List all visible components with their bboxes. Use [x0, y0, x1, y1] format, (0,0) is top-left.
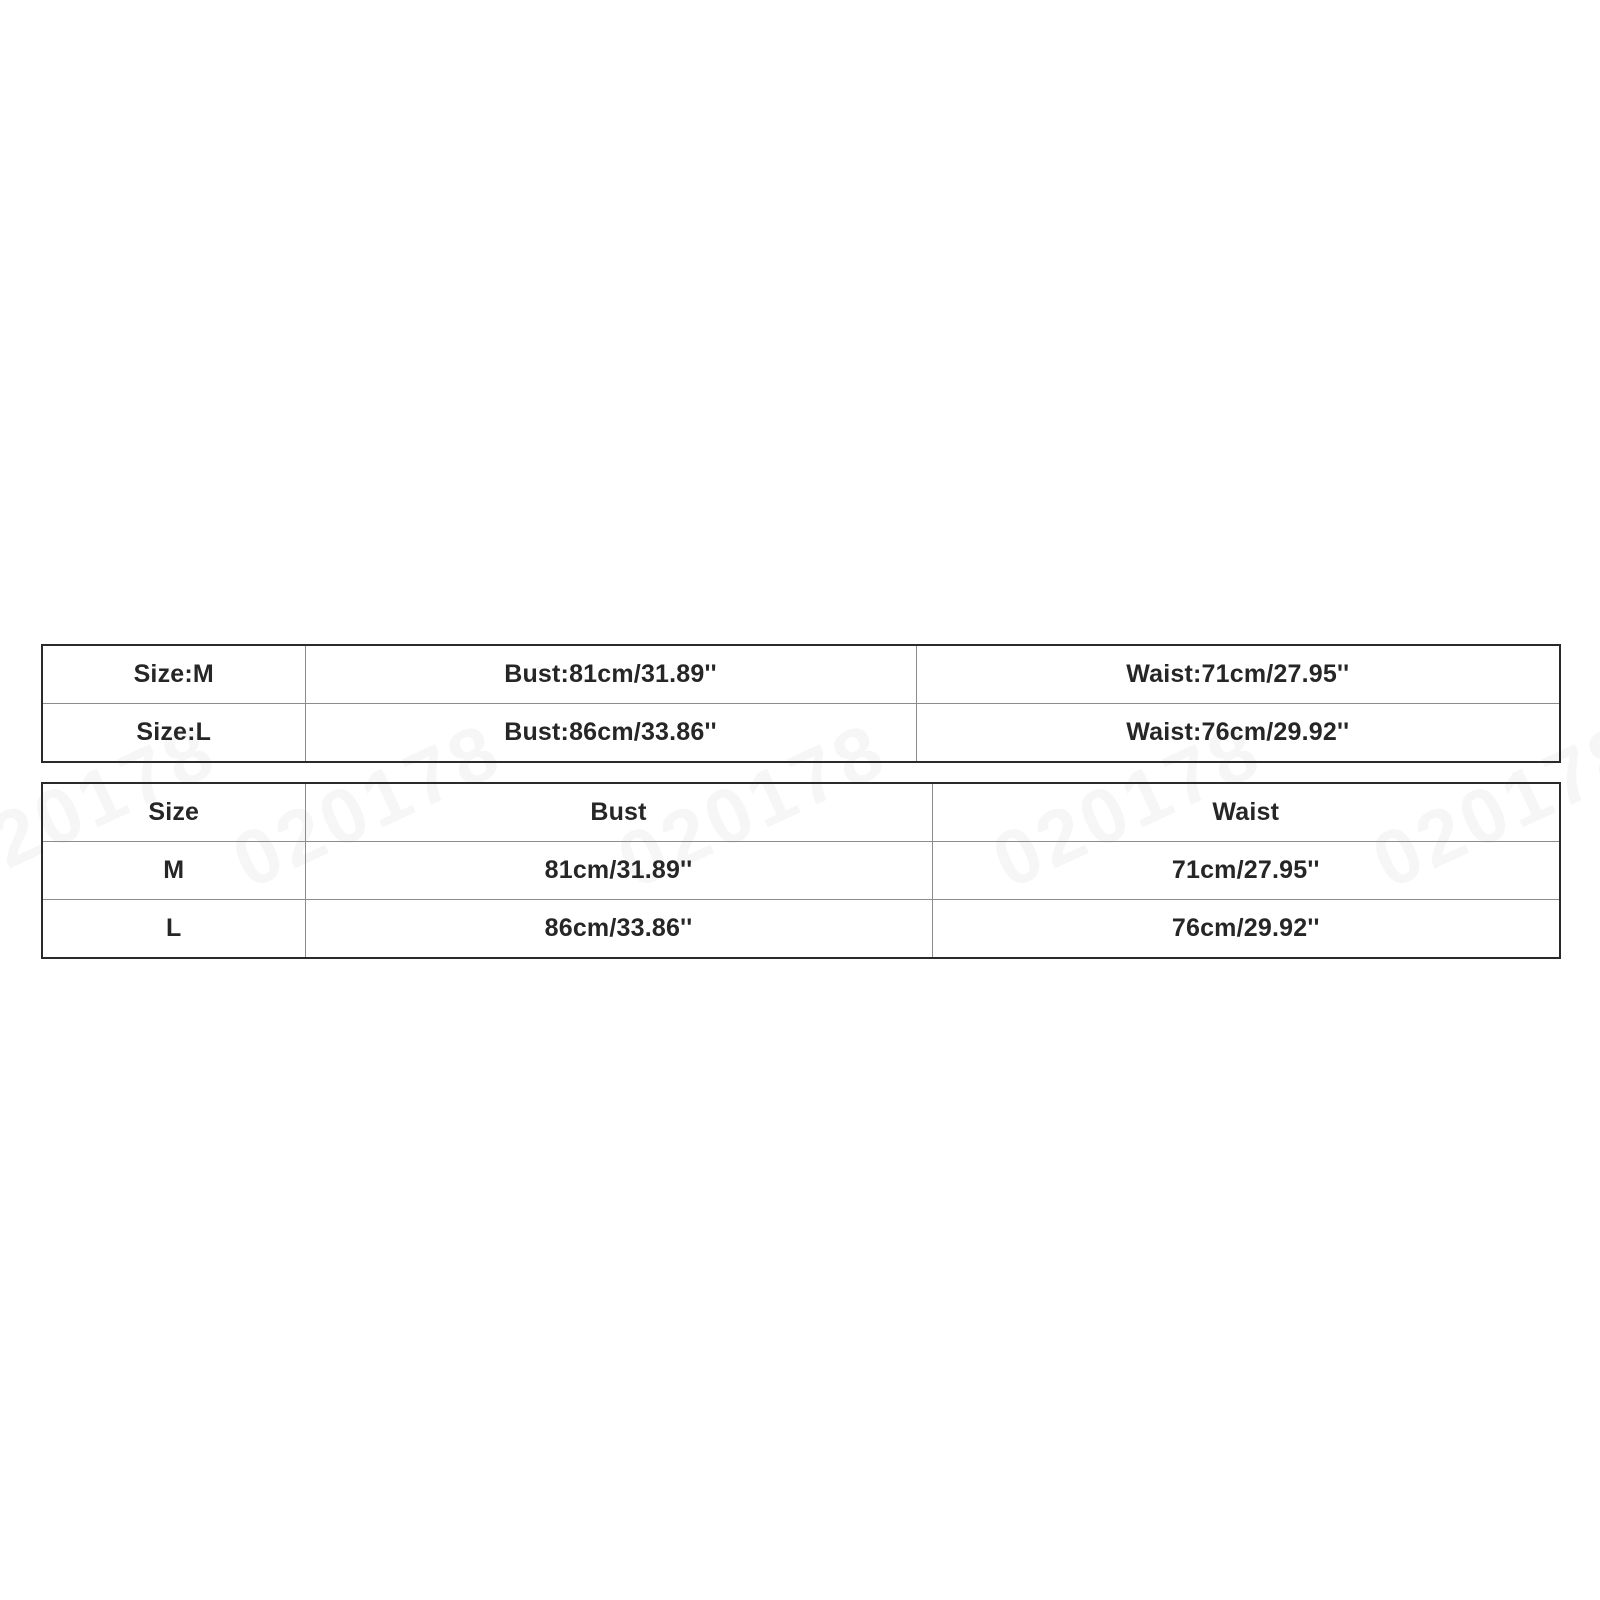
header-size: Size [42, 783, 305, 842]
waist-cell: Waist:71cm/27.95'' [916, 645, 1560, 704]
waist-cell: 76cm/29.92'' [932, 900, 1560, 959]
bust-cell: 86cm/33.86'' [305, 900, 932, 959]
table-row [42, 645, 1560, 704]
table-row [42, 704, 1560, 763]
header-bust: Bust [305, 783, 932, 842]
size-chart-grid [41, 782, 1561, 959]
table-header-row [42, 783, 1560, 842]
table-row [42, 842, 1560, 900]
size-cell: M [42, 842, 305, 900]
waist-cell: Waist:76cm/29.92'' [916, 704, 1560, 763]
bust-cell: Bust:86cm/33.86'' [305, 704, 916, 763]
size-cell: Size:M [42, 645, 305, 704]
header-waist: Waist [932, 783, 1560, 842]
size-cell: L [42, 900, 305, 959]
bust-cell: Bust:81cm/31.89'' [305, 645, 916, 704]
table-row [42, 900, 1560, 959]
size-chart-combined [41, 644, 1561, 763]
size-cell: Size:L [42, 704, 305, 763]
waist-cell: 71cm/27.95'' [932, 842, 1560, 900]
bust-cell: 81cm/31.89'' [305, 842, 932, 900]
